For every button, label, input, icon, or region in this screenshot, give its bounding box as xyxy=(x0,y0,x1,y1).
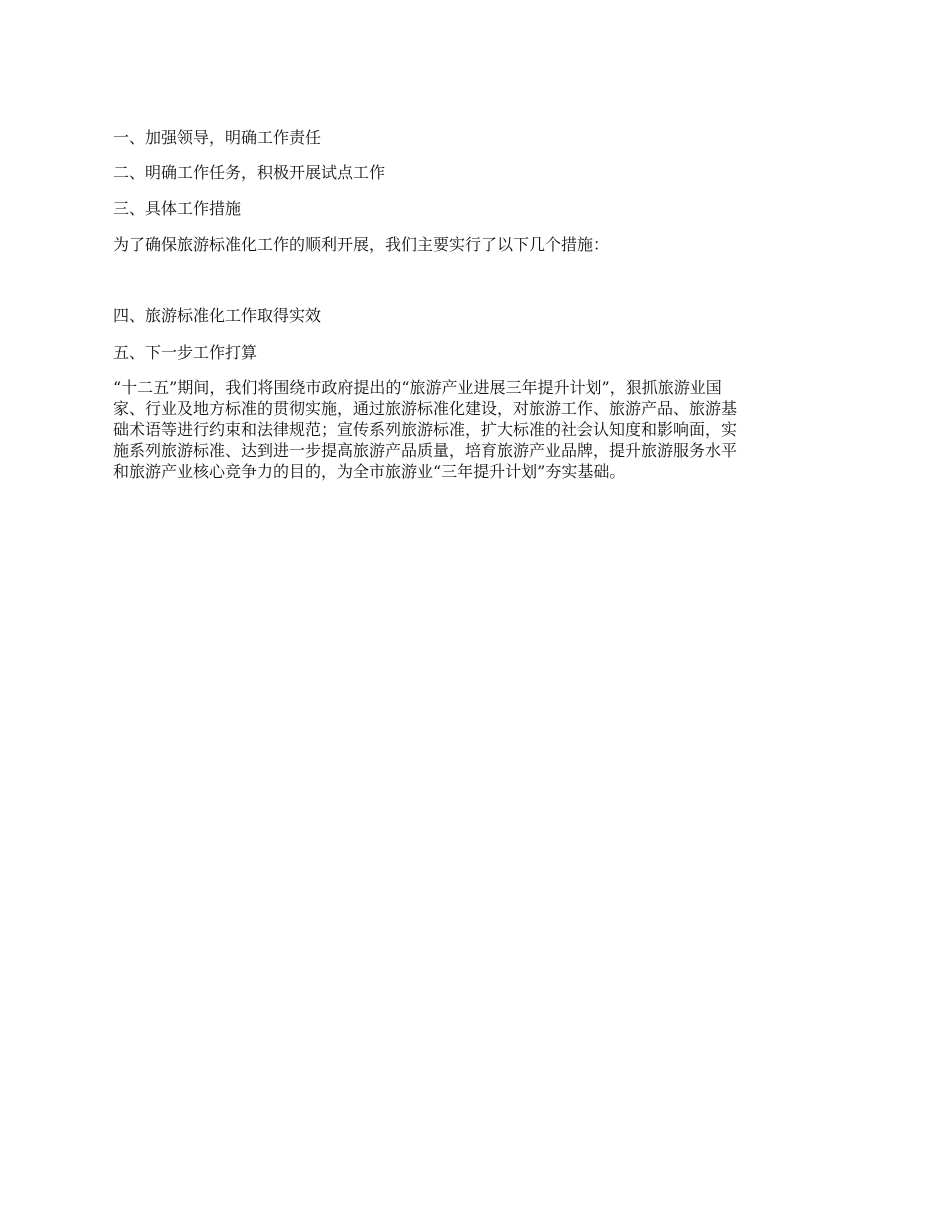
closing-paragraph-line: “十二五”期间，我们将围绕市政府提出的“旅游产业进展三年提升计划”，狠抓旅游业国 xyxy=(113,378,722,397)
closing-paragraph-line: 和旅游产业核心竞争力的目的，为全市旅游业“三年提升计划”夯实基础。 xyxy=(113,462,626,481)
section-heading-3: 三、具体工作措施 xyxy=(113,199,242,218)
section-heading-4: 四、旅游标准化工作取得实效 xyxy=(113,306,322,325)
closing-paragraph-line: 础术语等进行约束和法律规范；宣传系列旅游标准，扩大标准的社会认知度和影响面，实 xyxy=(113,420,738,439)
section-heading-5: 五、下一步工作打算 xyxy=(113,343,258,362)
closing-paragraph-line: 家、行业及地方标准的贯彻实施，通过旅游标准化建设，对旅游工作、旅游产品、旅游基 xyxy=(113,399,738,418)
section-heading-2: 二、明确工作任务，积极开展试点工作 xyxy=(113,163,386,182)
closing-paragraph xyxy=(113,377,840,482)
closing-paragraph-line: 施系列旅游标准、达到进一步提高旅游产品质量，培育旅游产业品牌，提升旅游服务水平 xyxy=(113,441,738,460)
intro-paragraph: 为了确保旅游标准化工作的顺利开展，我们主要实行了以下几个措施： xyxy=(113,235,610,254)
section-heading-1: 一、加强领导，明确工作责任 xyxy=(113,128,322,147)
